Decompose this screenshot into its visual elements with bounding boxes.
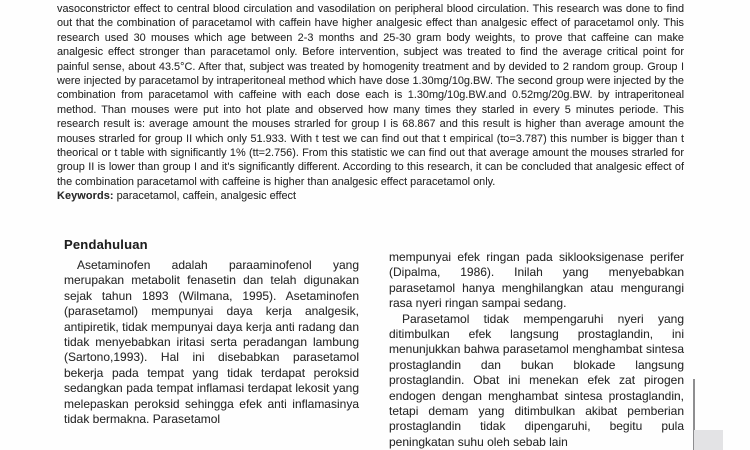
intro-left-column [64, 237, 359, 427]
abstract-text: vasoconstrictor effect to central blood circulation and vasodilation on peripheral blood circulation. This research was done to find out that the combination of paracetamol with caffein have higher analgesic effect than analgesic effect of paracetamol only. This research used 30 mouses which age between 2-3 months and 25-30 gram body weights, to prove that caffeine can make analgesic effect stronger than paracetamol only. Before intervention, subject was treated to find the average critical point for painful sense, about 43.5°C. After that, subject was treated by homogenity treatment and by devided to 2 random group. Group I were injected by paracetamol by intraperitoneal method which have dose 1.30mg/10g.BW. The second group were injected by the combination from paracetamol with caffeine with each dose each is 1.30mg/10g.BW.and 0.52mg/20g.BW. by intraperitoneal method. Than mouses were put into hot plate and observed how many times they starled in every 5 minutes periode. This research result is: average amount the mouses strarled for group I is 68.867 and this result is higher than average amount the mouses strarled for group II which only 51.933. With t test we can find out that t empirical (to=3.787) this number is bigger than t theorical or t table with significantly 1% (tt=2.756). From this statistic we can find out that average amount the mouses strarled for group II is lower than group I and it's significantly different. According to this research, it can be concluded that analgesic effect of the combination paracetamol with caffeine is higher than analgesic effect paracetamol only. [57, 3, 684, 188]
corner-overlay-box [694, 430, 723, 450]
section-heading: Pendahuluan [64, 237, 148, 252]
intro-right-column [389, 250, 684, 450]
keywords-text: paracetamol, caffein, analgesic effect [113, 190, 297, 203]
intro-paragraph-left: Asetaminofen adalah paraaminofenol yang merupakan metabolit fenasetin dan telah digunakan sejak tahun 1893 (Wilmana, 1995). Asetaminofen (parasetamol) mempunyai daya kerja analgesik, antipiretik, tidak mempunyai daya kerja anti radang dan tidak menyebabkan iritasi serta peradangan lambung (Sartono,1993). Hal ini disebabkan parasetamol bekerja pada tempat yang tidak terdapat peroksid sedangkan pada tempat inflamasi terdapat lekosit yang melepaskan peroksid sehingga efek anti inflamasinya tidak bermakna. Parasetamol [64, 258, 359, 427]
abstract-block [57, 2, 684, 204]
intro-paragraph-right-1: mempunyai efek ringan pada siklooksigenase perifer (Dipalma, 1986). Inilah yang menyebabkan parasetamol hanya menghilangkan atau mengurangi rasa nyeri ringan sampai sedang. [389, 250, 684, 311]
keywords-line [57, 189, 684, 203]
keywords-label: Keywords: [57, 190, 114, 203]
intro-paragraph-right-2: Parasetamol tidak mempengaruhi nyeri yang ditimbulkan efek langsung prostaglandin, ini menunjukkan bahwa parasetamol menghambat sintesa prostaglandin dan bukan blokade langsung prostaglandin. Obat ini menekan efek zat pirogen endogen dengan menghambat sintesa prostaglandin, tetapi demam yang ditimbulkan akibat pemberian prostaglandin tidak dipengaruhi, begitu pula peningkatan suhu oleh sebab lain [389, 311, 684, 449]
